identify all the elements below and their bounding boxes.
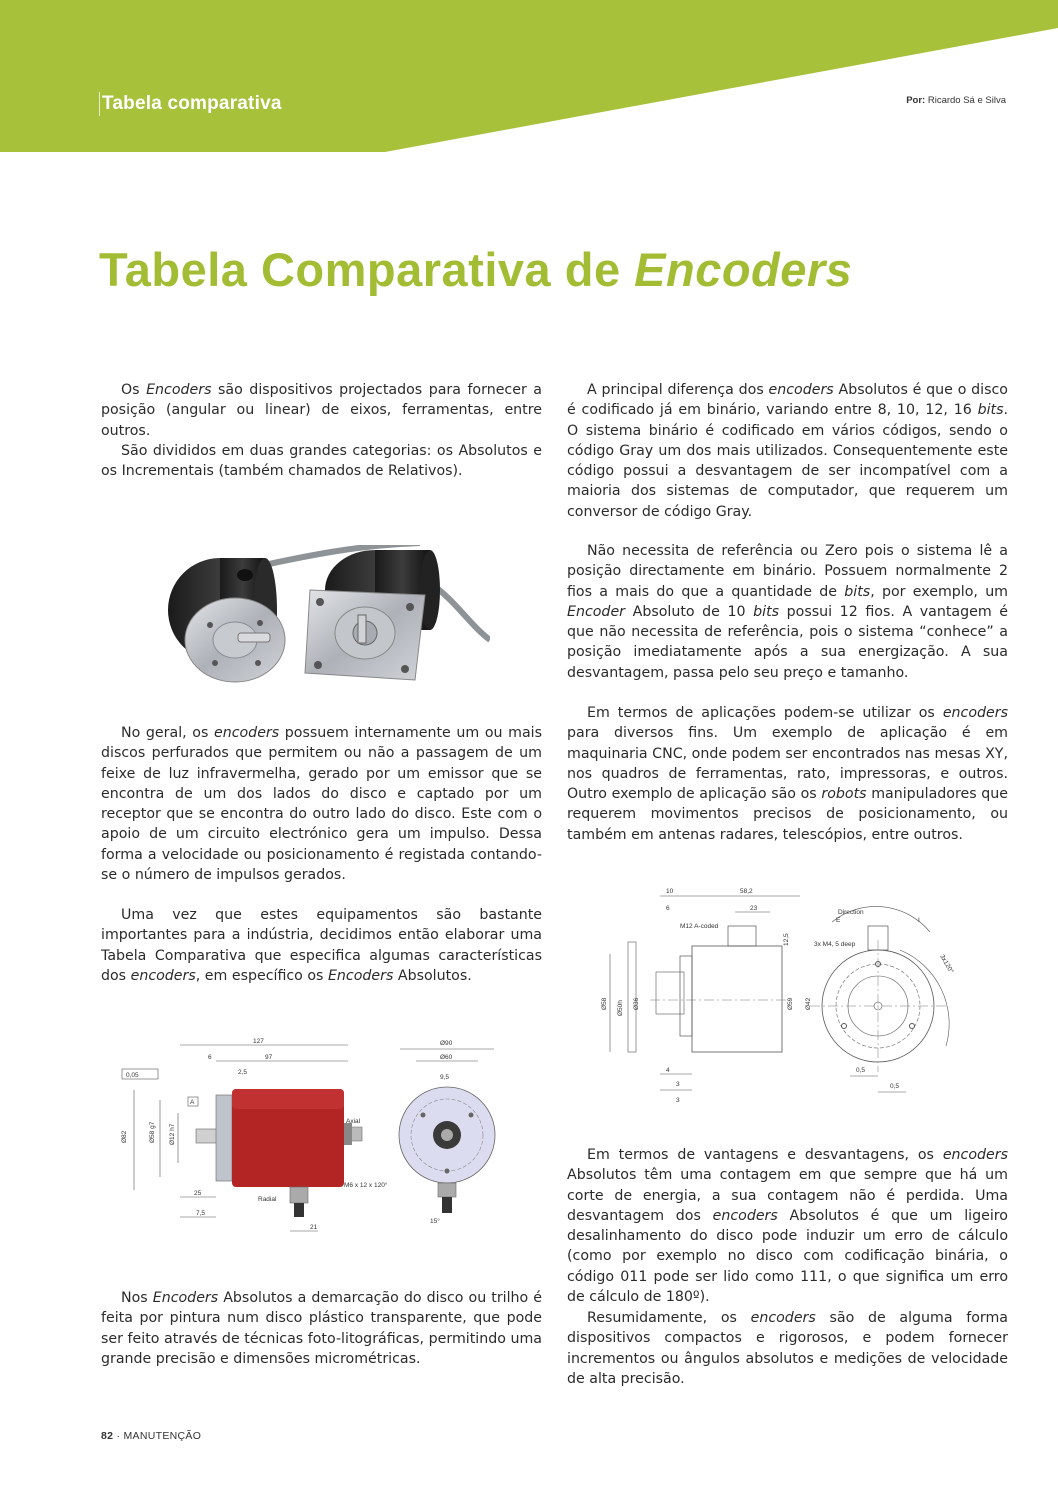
dim-d58r: Ø58: [601, 997, 608, 1010]
datum-a: A: [190, 1099, 195, 1106]
paragraph-right-1: A principal diferença dos encoders Absolutos é que o disco é codificado já em binário, variando entre 8, 10, 12, 16 bits. O sistema binário é codificado em vários códigos, sendo o código Gray um dos mais utilizados. Consequentemente este código possui a desvantagem de ser incompatível com a maioria dos sistemas de computador, que requerem um conversor de código Gray.: [567, 382, 1008, 520]
label-i: I: [918, 917, 920, 924]
dim-3x-m4: 3x M4, 5 deep: [814, 941, 856, 948]
magazine-name: MANUTENÇÃO: [123, 1430, 202, 1442]
dim-d12: Ø12 h7: [169, 1123, 176, 1145]
paragraph-left-3: No geral, os encoders possuem internamente um ou mais discos perfurados que permitem ou não a passagem de um feixe de luz infravermelha, gerado por um emissor que se encontra de um dos lados do disco e captado por um receptor que se encontra do outro lado do disco. Este com o apoio de um circuito electrónico gera um impulso. Dessa forma a velocidade ou posicionamento é registada contando-se o número de impulsos gerados.: [101, 725, 542, 884]
section-label: Tabela comparativa: [99, 92, 282, 116]
paragraph-left-1: Os Encoders são dispositivos projectados para fornecer a posição (angular ou linear) de eixos, ferramentas, entre outros.: [101, 382, 542, 439]
paragraph-left-5: Nos Encoders Absolutos a demarcação do disco ou trilho é feita por pintura num disco plástico transparente, que pode ser feito através de técnicas foto-litográficas, permitindo uma grande precisão e dimensões micrométricas.: [101, 1290, 542, 1367]
dim-d59: Ø59: [787, 997, 794, 1010]
encoder-photo: [160, 545, 490, 690]
dim-6r: 6: [666, 905, 670, 912]
technical-drawing-right: [600, 860, 1010, 1110]
dim-58-2: 58,2: [740, 888, 753, 895]
dim-d36: Ø36: [633, 997, 640, 1010]
paragraph-right-2: Não necessita de referência ou Zero pois o sistema lê a posição directamente em binário. Possuem normalmente 2 fios a mais do que a quantidade de bits, por exemplo, um Encoder Absoluto de 10 bits possui 12 fios. A vantagem é que não necessita de referência, pois o sistema “conhece” a posição imediatamente após a sua energização. A sua desvantagem, passa pelo seu preço e tamanho.: [567, 543, 1009, 681]
dim-12-5: 12,5: [783, 933, 790, 946]
dim-d60: Ø60: [440, 1054, 453, 1061]
label-radial: Radial: [258, 1196, 277, 1203]
paragraph-right-4: Em termos de vantagens e desvantagens, os encoders Absolutos têm uma contagem em que sempre que há um corte de energia, a sua contagem não é perdida. Uma desvantagem dos encoders Absolutos é que um ligeiro desalinhamento do disco pode induzir um erro de cálculo (como por exemplo no disco com codificação binária, o código 011 pode ser lido como 111, o que significa um erro de cálculo de 180º).: [567, 1147, 1008, 1306]
label-e: E: [836, 917, 841, 924]
dim-d42: Ø42: [805, 997, 812, 1010]
author-credit: [906, 95, 1006, 106]
page-number: 82: [101, 1430, 114, 1442]
dim-d90: Ø90: [440, 1040, 453, 1047]
dim-4: 4: [666, 1067, 670, 1074]
dim-0-5a: 0,5: [856, 1067, 866, 1074]
page-title: [99, 240, 852, 300]
dim-6: 6: [208, 1054, 212, 1061]
dim-23: 23: [750, 905, 758, 912]
title-italic: Encoders: [634, 243, 853, 296]
title-main: Tabela Comparativa de: [99, 243, 635, 296]
dim-9-5: 9,5: [440, 1074, 450, 1081]
paragraph-left-2: São divididos em duas grandes categorias: os Absolutos e os Incrementais (também chamados de Relativos).: [101, 443, 542, 480]
dim-21: 21: [310, 1224, 318, 1231]
header-banner-shape: [0, 0, 1058, 152]
author-prefix: Por:: [906, 95, 926, 106]
dim-2-5: 2,5: [238, 1069, 248, 1076]
page-footer: [101, 1430, 201, 1442]
dim-7-5: 7,5: [196, 1210, 206, 1217]
paragraph-right-3: Em termos de aplicações podem-se utilizar os encoders para diversos fins. Um exemplo de aplicação é em maquinaria CNC, onde podem ser encontrados nas mesas XY, nos quadros de ferramentas, rato, impressoras, e outros. Outro exemplo de aplicação são os robots manipuladores que requerem movimentos precisos de posicionamento, ou também em antenas radares, telescópios, entre outros.: [567, 705, 1009, 843]
dim-97: 97: [265, 1054, 273, 1061]
paragraph-right-5: Resumidamente, os encoders são de alguma forma dispositivos compactos e rigorosos, e podem fornecer incrementos ou ângulos absolutos e medições de velocidade de alta precisão.: [567, 1310, 1008, 1387]
dim-3x120: 3x120°: [938, 953, 955, 975]
dim-m6: M6 x 12 x 120°: [344, 1182, 388, 1189]
paragraph-left-4: Uma vez que estes equipamentos são bastante importantes para a indústria, decidimos então elaborar uma Tabela Comparativa que especifica algumas características dos encoders, em específico os Encoders Absolutos.: [101, 907, 542, 984]
label-m12: M12 A-coded: [680, 923, 719, 930]
label-axial: Axial: [346, 1118, 361, 1125]
dim-10: 10: [666, 888, 674, 895]
tolerance-value: 0,05: [126, 1072, 139, 1079]
label-direction: Direction: [838, 909, 864, 916]
dim-3b: 3: [676, 1097, 680, 1104]
dim-15deg: 15°: [430, 1218, 440, 1225]
dim-d58: Ø58 g7: [149, 1121, 156, 1143]
dim-0-5b: 0,5: [890, 1083, 900, 1090]
dim-3a: 3: [676, 1081, 680, 1088]
footer-separator: ·: [116, 1430, 121, 1442]
dim-127: 127: [253, 1038, 264, 1045]
dim-d50: Ø50h: [617, 1000, 624, 1016]
author-name: Ricardo Sá e Silva: [927, 95, 1006, 106]
header-banner: [0, 0, 1058, 160]
dim-d82: Ø82: [121, 1130, 128, 1143]
technical-drawing-left: [118, 1035, 558, 1245]
dim-25: 25: [194, 1190, 202, 1197]
